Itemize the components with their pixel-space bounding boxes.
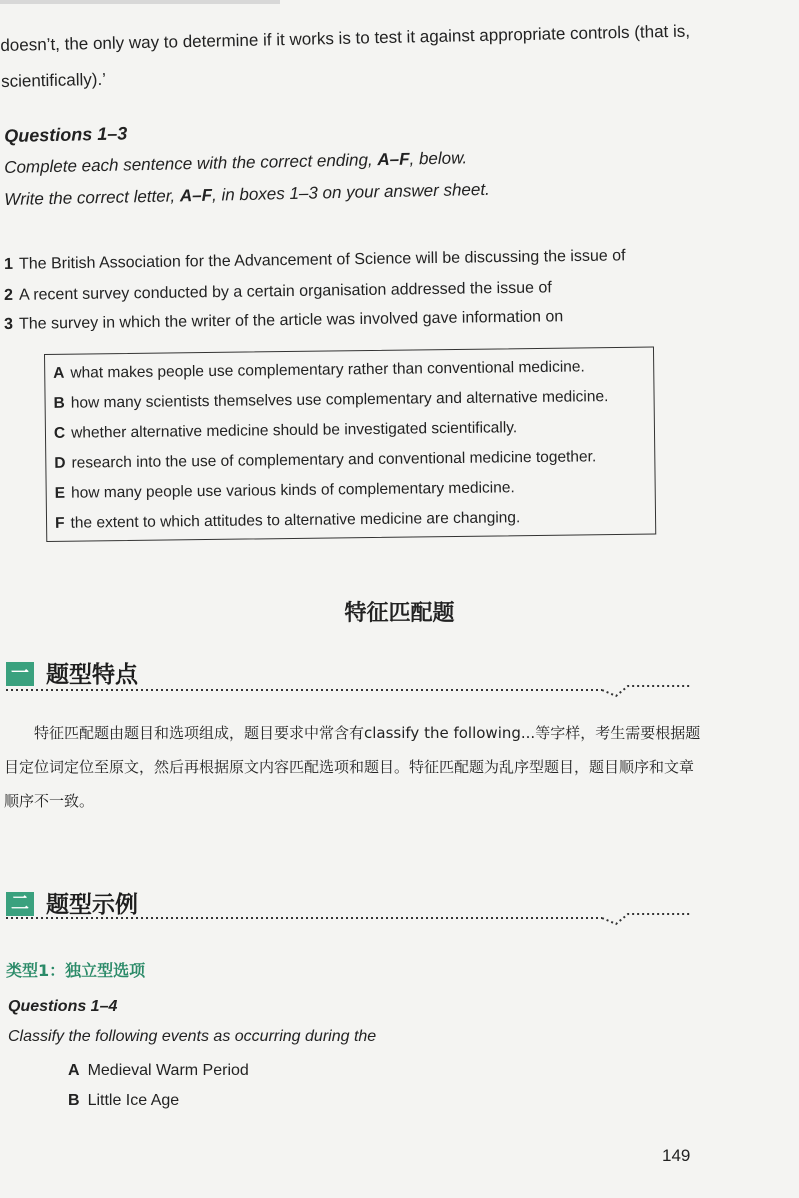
top-edge-line bbox=[0, 0, 280, 4]
option-d: D research into the use of complementary and conventional medicine together. bbox=[54, 448, 597, 472]
passage-line-2: scientifically).’ bbox=[0, 69, 107, 91]
page-number: 149 bbox=[662, 1146, 691, 1165]
option-e: E how many people use various kinds of complementary medicine. bbox=[54, 479, 515, 502]
questions-1-3-heading: Questions 1–3 bbox=[4, 123, 128, 146]
passage-ending bbox=[0, 13, 721, 100]
section-1-dotted-divider bbox=[6, 682, 692, 698]
section-1-title: 题型特点 bbox=[46, 662, 138, 688]
questions-1-4-instruction: Classify the following events as occurring during the bbox=[8, 1028, 377, 1045]
option-a: A what makes people use complementary rather than conventional medicine. bbox=[53, 358, 585, 382]
section-1-number: 一 bbox=[6, 662, 34, 686]
section-2-dotted-divider bbox=[6, 910, 692, 926]
instruction-complete: Complete each sentence with the correct ending, A–F, below. bbox=[4, 148, 468, 177]
question-item-2: 2 A recent survey conducted by a certain organisation addressed the issue of bbox=[4, 279, 552, 304]
question-item-3: 3 The survey in which the writer of the article was involved gave information on bbox=[4, 308, 564, 333]
option-f: F the extent to which attitudes to alternative medicine are changing. bbox=[54, 509, 521, 532]
option-c: C whether alternative medicine should be investigated scientifically. bbox=[53, 419, 518, 442]
section-2-number: 二 bbox=[6, 892, 34, 916]
type-1-label: 类型1：独立型选项 bbox=[6, 961, 146, 980]
option-b: B how many scientists themselves use complementary and alternative medicine. bbox=[53, 388, 609, 412]
section-2-title: 题型示例 bbox=[46, 892, 138, 918]
section-1-body: 特征匹配题由题目和选项组成，题目要求中常含有classify the following...等字样，考生需要根据题目定位词定位至原文，然后再根据原文内容匹配选项和题目。特征匹配题为乱序型题目，题目顺序和文章顺序不一致。 bbox=[4, 724, 701, 810]
questions-1-4-heading: Questions 1–4 bbox=[8, 998, 118, 1015]
passage-line-1: doesn’t, the only way to determine if it works is to test it against appropriate controls (that is, bbox=[0, 21, 691, 55]
classify-option-b: B Little Ice Age bbox=[68, 1092, 180, 1109]
classify-option-a: A Medieval Warm Period bbox=[68, 1062, 249, 1079]
instruction-write: Write the correct letter, A–F, in boxes 1–3 on your answer sheet. bbox=[4, 179, 490, 209]
question-item-1: 1 The British Association for the Advancement of Science will be discussing the issue of bbox=[4, 247, 626, 273]
options-box bbox=[44, 347, 656, 542]
section-title: 特征匹配题 bbox=[344, 601, 455, 626]
